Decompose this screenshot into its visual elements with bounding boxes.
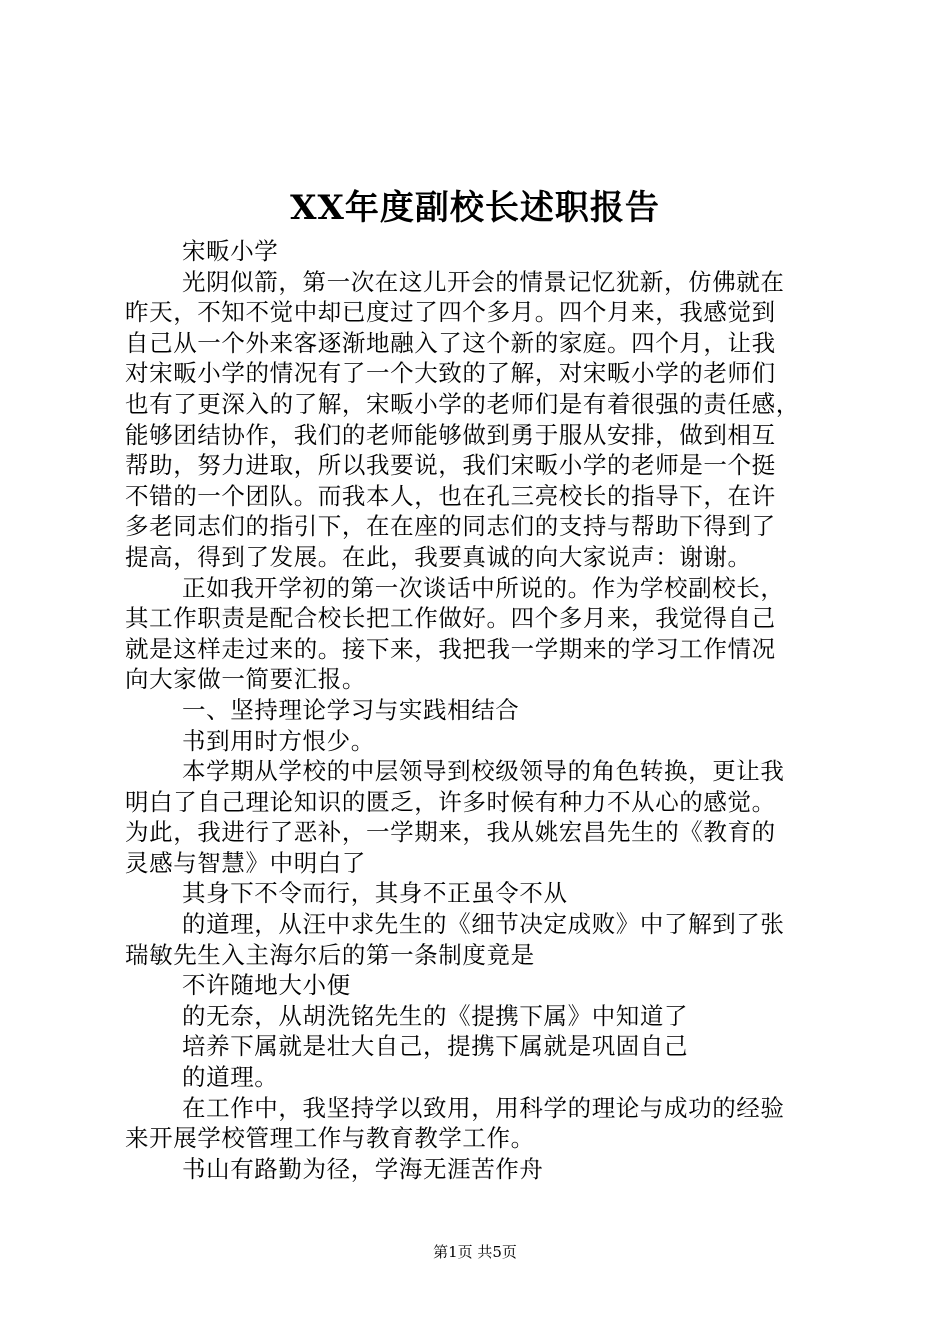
body-line: 也有了更深入的了解，宋畈小学的老师们是有着很强的责任感， xyxy=(125,389,800,418)
body-line: 明白了自己理论知识的匮乏，许多时候有种力不从心的感觉。 xyxy=(125,787,776,816)
page-footer: 第1页 共5页 xyxy=(433,1243,517,1261)
body-line: 培养下属就是壮大自己，提携下属就是巩固自己 xyxy=(182,1032,689,1061)
body-line: 对宋畈小学的情况有了一个大致的了解，对宋畈小学的老师们 xyxy=(125,359,776,388)
body-line: 其身下不令而行，其身不正虽令不从 xyxy=(182,879,568,908)
body-line: 帮助，努力进取，所以我要说，我们宋畈小学的老师是一个挺 xyxy=(125,451,776,480)
body-line: 本学期从学校的中层领导到校级领导的角色转换，更让我 xyxy=(182,757,785,786)
body-line: 书山有路勤为径，学海无涯苦作舟 xyxy=(182,1154,544,1183)
body-line: 在工作中，我坚持学以致用，用科学的理论与成功的经验 xyxy=(182,1093,785,1122)
body-line: 自己从一个外来客逐渐地融入了这个新的家庭。四个月，让我 xyxy=(125,328,776,357)
body-line: 其工作职责是配合校长把工作做好。四个多月来，我觉得自己 xyxy=(125,604,776,633)
body-line: 不许随地大小便 xyxy=(182,971,351,1000)
body-line: 的无奈，从胡洗铭先生的《提携下属》中知道了 xyxy=(182,1001,689,1030)
body-line: 光阴似箭，第一次在这儿开会的情景记忆犹新，仿佛就在 xyxy=(182,267,785,296)
body-line: 的道理，从汪中求先生的《细节决定成败》中了解到了张 xyxy=(182,910,785,939)
body-line: 一、坚持理论学习与实践相结合 xyxy=(182,695,520,724)
body-line: 瑞敏先生入主海尔后的第一条制度竟是 xyxy=(125,940,535,969)
body-line: 宋畈小学 xyxy=(182,237,279,265)
body-line: 来开展学校管理工作与教育教学工作。 xyxy=(125,1124,535,1153)
body-line: 的道理。 xyxy=(182,1063,279,1092)
document-body xyxy=(125,236,835,1184)
body-line: 提高，得到了发展。在此，我要真诚的向大家说声：谢谢。 xyxy=(125,542,752,571)
body-line: 为此，我进行了恶补，一学期来，我从姚宏昌先生的《教育的 xyxy=(125,818,776,847)
body-line: 多老同志们的指引下，在在座的同志们的支持与帮助下得到了 xyxy=(125,512,776,541)
body-line: 书到用时方恨少。 xyxy=(182,726,375,755)
body-line: 不错的一个团队。而我本人，也在孔三亮校长的指导下，在许 xyxy=(125,481,776,510)
body-line: 灵感与智慧》中明白了 xyxy=(125,848,366,877)
body-line: 能够团结协作，我们的老师能够做到勇于服从安排，做到相互 xyxy=(125,420,776,449)
body-line: 就是这样走过来的。接下来，我把我一学期来的学习工作情况 xyxy=(125,634,776,663)
body-line: 正如我开学初的第一次谈话中所说的。作为学校副校长， xyxy=(182,573,785,602)
body-line: 向大家做一简要汇报。 xyxy=(125,665,366,694)
body-line: 昨天，不知不觉中却已度过了四个多月。四个月来，我感觉到 xyxy=(125,298,776,327)
document-title: XX年度副校长述职报告 xyxy=(290,188,660,228)
